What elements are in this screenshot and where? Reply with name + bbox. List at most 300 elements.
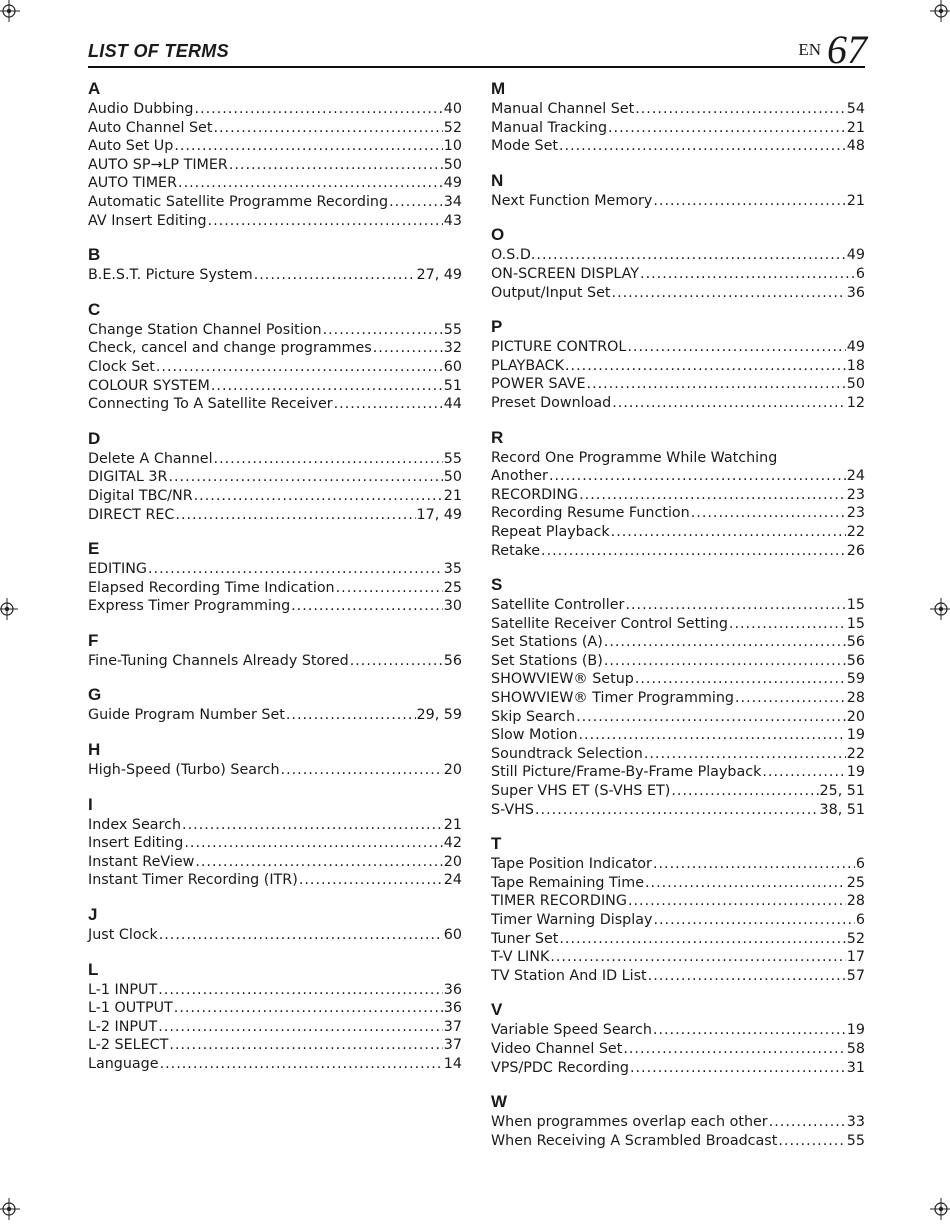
section-letter: O bbox=[491, 225, 505, 245]
entry-page: 15 bbox=[846, 597, 865, 614]
entry-page: 50 bbox=[443, 156, 462, 173]
dot-leader bbox=[627, 338, 845, 357]
dot-leader bbox=[550, 948, 845, 967]
index-entry bbox=[88, 321, 462, 340]
entry-term: Connecting To A Satellite Receiver bbox=[88, 396, 333, 413]
entry-term: Video Channel Set bbox=[491, 1040, 623, 1057]
dot-leader bbox=[735, 689, 846, 708]
index-entry bbox=[491, 615, 865, 634]
entry-term: Digital TBC/NR bbox=[88, 487, 193, 504]
entry-page: 6 bbox=[855, 912, 865, 928]
index-section-w bbox=[491, 1091, 865, 1150]
entry-term: Change Station Channel Position bbox=[88, 321, 322, 338]
entry-term: Another bbox=[491, 468, 548, 485]
entry-page: 17, 49 bbox=[416, 506, 462, 523]
index-section-g bbox=[88, 684, 462, 725]
dot-leader bbox=[148, 560, 443, 579]
entry-page: 58 bbox=[846, 1040, 865, 1057]
entry-page: 51 bbox=[443, 377, 462, 394]
entry-term: DIGITAL 3R bbox=[88, 469, 168, 486]
entry-page: 32 bbox=[443, 340, 462, 357]
index-entry bbox=[491, 1132, 865, 1151]
entry-page: 36 bbox=[443, 981, 462, 998]
entry-term: High-Speed (Turbo) Search bbox=[88, 762, 280, 779]
index-section-p bbox=[491, 316, 865, 412]
index-entry bbox=[88, 174, 462, 193]
dot-leader bbox=[625, 596, 845, 615]
entry-term: Repeat Playback bbox=[491, 523, 610, 540]
entry-page: 37 bbox=[443, 1037, 462, 1054]
index-entry bbox=[88, 1055, 462, 1074]
registration-mark-icon bbox=[930, 1198, 950, 1220]
entry-term: Delete A Channel bbox=[88, 450, 213, 467]
entry-term: Instant ReView bbox=[88, 853, 195, 870]
index-entry bbox=[491, 284, 865, 303]
registration-mark-icon bbox=[0, 598, 18, 620]
index-column-right bbox=[491, 78, 865, 1164]
entry-term: Timer Warning Display bbox=[491, 912, 653, 928]
entry-page: 36 bbox=[443, 1000, 462, 1017]
dot-leader bbox=[769, 1113, 846, 1132]
dot-leader bbox=[174, 999, 443, 1018]
entry-page: 44 bbox=[443, 396, 462, 413]
entry-page: 49 bbox=[846, 247, 865, 264]
dot-leader bbox=[281, 761, 443, 780]
index-entry bbox=[88, 1018, 462, 1037]
entry-term: Slow Motion bbox=[491, 727, 578, 744]
entry-term: Variable Speed Search bbox=[491, 1022, 652, 1039]
index-entry bbox=[491, 801, 865, 820]
entry-term: Skip Search bbox=[491, 708, 576, 725]
page-header bbox=[88, 20, 867, 72]
index-entry bbox=[491, 467, 865, 486]
entry-term: SHOWVIEW® Setup bbox=[491, 671, 634, 688]
index-entry bbox=[491, 874, 865, 893]
dot-leader bbox=[644, 745, 846, 764]
index-entry bbox=[88, 560, 462, 579]
index-entry bbox=[491, 855, 865, 874]
entry-page: 43 bbox=[443, 212, 462, 229]
entry-term: T-V LINK bbox=[491, 949, 550, 966]
index-entry bbox=[88, 706, 462, 725]
section-letter: A bbox=[88, 79, 101, 98]
index-entry bbox=[491, 1021, 865, 1040]
registration-mark-icon bbox=[930, 0, 950, 22]
index-entry bbox=[88, 579, 462, 598]
index-entry bbox=[491, 542, 865, 561]
dot-leader bbox=[604, 652, 846, 671]
dot-leader bbox=[612, 394, 846, 413]
registration-mark-icon bbox=[930, 598, 950, 620]
section-letter: J bbox=[88, 905, 98, 925]
entry-page: 56 bbox=[443, 652, 462, 669]
entry-term: Express Timer Programming bbox=[88, 598, 291, 615]
entry-page: 50 bbox=[846, 376, 865, 393]
entry-term: AUTO SP→LP TIMER bbox=[88, 156, 228, 173]
language-code: EN bbox=[798, 40, 821, 59]
entry-term: SHOWVIEW® Timer Programming bbox=[491, 690, 734, 707]
entry-term: Satellite Controller bbox=[491, 597, 625, 614]
section-letter: M bbox=[491, 79, 506, 98]
index-entry bbox=[491, 394, 865, 413]
entry-page: 52 bbox=[846, 930, 865, 947]
registration-mark-icon bbox=[0, 1198, 20, 1220]
index-entry bbox=[491, 708, 865, 727]
section-letter: L bbox=[88, 959, 99, 979]
entry-term: COLOUR SYSTEM bbox=[88, 377, 210, 394]
entry-page: 21 bbox=[443, 816, 462, 833]
index-section-r bbox=[491, 427, 865, 561]
section-letter: S bbox=[491, 575, 503, 595]
dot-leader bbox=[628, 892, 846, 911]
index-entry bbox=[491, 246, 865, 265]
section-letter: E bbox=[88, 539, 100, 559]
index-entry bbox=[491, 192, 865, 211]
index-section-o bbox=[491, 224, 865, 302]
entry-page: 56 bbox=[846, 634, 865, 651]
index-entry bbox=[88, 339, 462, 358]
entry-term: O.S.D. bbox=[491, 247, 536, 264]
entry-page: 25, 51 bbox=[819, 783, 865, 800]
index-section-c bbox=[88, 299, 462, 414]
index-entry bbox=[491, 1059, 865, 1078]
dot-leader bbox=[156, 358, 443, 377]
entry-page: 56 bbox=[846, 652, 865, 669]
entry-page: 40 bbox=[443, 101, 462, 117]
entry-term: Record One Programme While Watching bbox=[491, 449, 778, 466]
section-letter: H bbox=[88, 740, 101, 760]
index-entry bbox=[88, 377, 462, 396]
entry-page: 36 bbox=[846, 284, 865, 301]
index-section-h bbox=[88, 739, 462, 780]
entry-page: 15 bbox=[846, 615, 865, 632]
index-entry bbox=[88, 156, 462, 175]
entry-page: 19 bbox=[846, 727, 865, 744]
entry-page: 55 bbox=[846, 1132, 865, 1149]
index-entry bbox=[491, 911, 865, 930]
entry-term: Next Function Memory bbox=[491, 192, 653, 209]
dot-leader bbox=[579, 726, 846, 745]
entry-page: 60 bbox=[443, 927, 462, 944]
section-letter: F bbox=[88, 630, 99, 650]
index-entry bbox=[491, 449, 865, 468]
dot-leader bbox=[611, 523, 846, 542]
index-entry bbox=[491, 726, 865, 745]
dot-leader bbox=[691, 504, 846, 523]
page-title: LIST OF TERMS bbox=[88, 41, 229, 61]
dot-leader bbox=[762, 763, 845, 782]
entry-term: Tape Position Indicator bbox=[491, 856, 652, 873]
section-letter: G bbox=[88, 685, 102, 705]
dot-leader bbox=[648, 967, 846, 986]
dot-leader bbox=[630, 1059, 846, 1078]
index-section-j bbox=[88, 904, 462, 945]
index-entry bbox=[491, 357, 865, 376]
index-entry bbox=[88, 597, 462, 616]
entry-term: Manual Tracking bbox=[491, 119, 608, 136]
dot-leader bbox=[559, 930, 845, 949]
entry-term: Tape Remaining Time bbox=[491, 874, 644, 891]
section-letter: V bbox=[491, 1000, 503, 1020]
dot-leader bbox=[579, 486, 846, 505]
index-entry bbox=[491, 265, 865, 284]
entry-term: Retake bbox=[491, 542, 541, 559]
dot-leader bbox=[350, 652, 443, 671]
entry-term: DIRECT REC bbox=[88, 506, 175, 523]
index-entry bbox=[88, 137, 462, 156]
dot-leader bbox=[536, 246, 845, 265]
index-entry bbox=[491, 137, 865, 156]
entry-page: 48 bbox=[846, 138, 865, 155]
dot-leader bbox=[645, 874, 846, 893]
dot-leader bbox=[587, 375, 846, 394]
index-entry bbox=[88, 981, 462, 1000]
index-entry bbox=[491, 892, 865, 911]
dot-leader bbox=[640, 265, 855, 284]
dot-leader bbox=[778, 1132, 845, 1151]
index-entry bbox=[88, 468, 462, 487]
entry-page: 52 bbox=[443, 119, 462, 136]
index-entry bbox=[491, 763, 865, 782]
index-section-n bbox=[491, 170, 865, 211]
dot-leader bbox=[208, 212, 443, 231]
index-entry bbox=[88, 871, 462, 890]
entry-page: 33 bbox=[846, 1114, 865, 1131]
entry-term: Check, cancel and change programmes bbox=[88, 340, 372, 357]
dot-leader bbox=[211, 377, 443, 396]
entry-term: S-VHS bbox=[491, 801, 535, 818]
entry-term: B.E.S.T. Picture System bbox=[88, 267, 253, 284]
index-entry bbox=[88, 926, 462, 945]
index-entry bbox=[491, 782, 865, 801]
dot-leader bbox=[389, 193, 443, 212]
entry-term: Mode Set bbox=[491, 138, 558, 155]
entry-page: 21 bbox=[846, 119, 865, 136]
entry-page: 24 bbox=[443, 872, 462, 889]
entry-page: 6 bbox=[855, 856, 865, 873]
index-section-e bbox=[88, 538, 462, 616]
index-section-f bbox=[88, 630, 462, 671]
index-entry bbox=[491, 486, 865, 505]
dot-leader bbox=[653, 855, 855, 874]
entry-term: ON-SCREEN DISPLAY bbox=[491, 265, 640, 282]
entry-page: 17 bbox=[846, 949, 865, 966]
dot-leader bbox=[635, 100, 846, 119]
index-entry bbox=[88, 395, 462, 414]
index-section-s bbox=[491, 574, 865, 819]
index-entry bbox=[88, 506, 462, 525]
section-letter: N bbox=[491, 170, 504, 190]
entry-term: Recording Resume Function bbox=[491, 505, 690, 522]
index-entry bbox=[491, 967, 865, 986]
entry-term: PICTURE CONTROL bbox=[491, 339, 627, 356]
entry-page: 55 bbox=[443, 321, 462, 338]
entry-page: 24 bbox=[846, 468, 865, 485]
entry-term: Output/Input Set bbox=[491, 284, 611, 301]
entry-term: TV Station And ID List bbox=[491, 967, 647, 984]
entry-page: 49 bbox=[846, 339, 865, 356]
entry-page: 14 bbox=[443, 1056, 462, 1072]
index-entry bbox=[491, 504, 865, 523]
dot-leader bbox=[373, 339, 443, 358]
index-entry bbox=[88, 834, 462, 853]
entry-page: 35 bbox=[443, 561, 462, 578]
entry-page: 18 bbox=[846, 357, 865, 374]
entry-page: 26 bbox=[846, 542, 865, 559]
dot-leader bbox=[565, 357, 846, 376]
entry-page: 49 bbox=[443, 175, 462, 192]
dot-leader bbox=[195, 100, 443, 119]
dot-leader bbox=[160, 1055, 443, 1074]
dot-leader bbox=[194, 487, 443, 506]
entry-term: Instant Timer Recording (ITR) bbox=[88, 872, 298, 889]
entry-term: RECORDING bbox=[491, 486, 579, 503]
entry-page: 55 bbox=[443, 450, 462, 467]
entry-term: Language bbox=[88, 1056, 159, 1072]
section-letter: W bbox=[491, 1092, 508, 1112]
index-section-a bbox=[88, 78, 462, 230]
index-entry bbox=[88, 761, 462, 780]
index-column-left bbox=[88, 78, 462, 1088]
dot-leader bbox=[174, 137, 442, 156]
dot-leader bbox=[299, 871, 443, 890]
entry-term: VPS/PDC Recording bbox=[491, 1059, 629, 1076]
entry-page: 42 bbox=[443, 835, 462, 852]
index-section-m bbox=[491, 78, 865, 156]
index-entry bbox=[491, 1040, 865, 1059]
entry-page: 23 bbox=[846, 486, 865, 503]
entry-page: 31 bbox=[846, 1059, 865, 1076]
entry-term: Just Clock bbox=[88, 927, 158, 944]
index-entry bbox=[88, 212, 462, 231]
index-entry bbox=[491, 338, 865, 357]
dot-leader bbox=[549, 467, 846, 486]
entry-term: Auto Channel Set bbox=[88, 119, 213, 136]
entry-page: 25 bbox=[443, 579, 462, 596]
entry-page: 28 bbox=[846, 893, 865, 910]
index-entry bbox=[88, 816, 462, 835]
entry-term: AV Insert Editing bbox=[88, 212, 207, 229]
entry-page: 59 bbox=[846, 671, 865, 688]
dot-leader bbox=[653, 192, 845, 211]
entry-term: Set Stations (B) bbox=[491, 652, 603, 669]
entry-page: 21 bbox=[443, 487, 462, 504]
entry-page: 20 bbox=[443, 762, 462, 779]
entry-page: 20 bbox=[443, 853, 462, 870]
index-entry bbox=[491, 689, 865, 708]
dot-leader bbox=[729, 615, 846, 634]
dot-leader bbox=[559, 137, 846, 156]
entry-term: Insert Editing bbox=[88, 835, 184, 852]
entry-term: Guide Program Number Set bbox=[88, 707, 285, 724]
dot-leader bbox=[608, 119, 846, 138]
section-letter: I bbox=[88, 794, 93, 814]
entry-term: Automatic Satellite Programme Recording bbox=[88, 193, 389, 210]
entry-term: Manual Channel Set bbox=[491, 101, 635, 117]
section-letter: D bbox=[88, 428, 101, 448]
dot-leader bbox=[653, 1021, 846, 1040]
index-entry bbox=[491, 948, 865, 967]
entry-page: 57 bbox=[846, 967, 865, 984]
entry-page: 34 bbox=[443, 193, 462, 210]
index-section-l bbox=[88, 959, 462, 1074]
index-entry bbox=[491, 1113, 865, 1132]
dot-leader bbox=[169, 1036, 442, 1055]
index-section-t bbox=[491, 833, 865, 985]
index-section-i bbox=[88, 794, 462, 890]
dot-leader bbox=[213, 119, 442, 138]
entry-page: 54 bbox=[846, 101, 865, 117]
entry-page: 20 bbox=[846, 708, 865, 725]
entry-term: Satellite Receiver Control Setting bbox=[491, 615, 728, 632]
dot-leader bbox=[635, 670, 846, 689]
dot-leader bbox=[168, 468, 442, 487]
entry-page: 21 bbox=[846, 192, 865, 209]
entry-term: Tuner Set bbox=[491, 930, 559, 947]
entry-term: L-1 INPUT bbox=[88, 981, 158, 998]
dot-leader bbox=[291, 597, 443, 616]
entry-term: POWER SAVE bbox=[491, 376, 586, 393]
dot-leader bbox=[653, 911, 854, 930]
entry-term: Still Picture/Frame-By-Frame Playback bbox=[491, 764, 762, 781]
dot-leader bbox=[541, 542, 846, 561]
index-entry bbox=[88, 358, 462, 377]
dot-leader bbox=[623, 1040, 845, 1059]
entry-term: PLAYBACK bbox=[491, 357, 565, 374]
entry-term: Super VHS ET (S-VHS ET) bbox=[491, 783, 671, 800]
entry-page: 23 bbox=[846, 505, 865, 522]
index-entry bbox=[491, 652, 865, 671]
entry-term: Preset Download bbox=[491, 394, 612, 411]
entry-page: 12 bbox=[846, 394, 865, 411]
dot-leader bbox=[334, 395, 443, 414]
entry-page: 22 bbox=[846, 523, 865, 540]
entry-term: Fine-Tuning Channels Already Stored bbox=[88, 652, 349, 669]
index-entry bbox=[491, 100, 865, 119]
entry-term: TIMER RECORDING bbox=[491, 893, 627, 910]
index-entry bbox=[491, 596, 865, 615]
index-section-v bbox=[491, 999, 865, 1077]
dot-leader bbox=[535, 801, 819, 820]
entry-term: L-2 SELECT bbox=[88, 1037, 169, 1054]
index-entry bbox=[491, 633, 865, 652]
index-entry bbox=[88, 100, 462, 119]
index-entry bbox=[88, 652, 462, 671]
entry-page: 22 bbox=[846, 745, 865, 762]
index-entry bbox=[491, 670, 865, 689]
index-section-b bbox=[88, 244, 462, 285]
index-entry bbox=[88, 193, 462, 212]
dot-leader bbox=[254, 266, 416, 285]
entry-page: 25 bbox=[846, 874, 865, 891]
section-letter: R bbox=[491, 427, 504, 447]
entry-term: Auto Set Up bbox=[88, 138, 174, 155]
dot-leader bbox=[214, 450, 443, 469]
index-entry bbox=[491, 523, 865, 542]
section-letter: C bbox=[88, 299, 101, 319]
dot-leader bbox=[612, 284, 846, 303]
entry-page: 50 bbox=[443, 469, 462, 486]
page-number: 67 bbox=[827, 27, 867, 72]
entry-term: AUTO TIMER bbox=[88, 175, 178, 192]
dot-leader bbox=[671, 782, 818, 801]
index-entry bbox=[88, 999, 462, 1018]
entry-term: EDITING bbox=[88, 561, 147, 578]
index-entry bbox=[88, 853, 462, 872]
index-entry bbox=[88, 119, 462, 138]
dot-leader bbox=[159, 926, 443, 945]
entry-term: Elapsed Recording Time Indication bbox=[88, 579, 335, 596]
